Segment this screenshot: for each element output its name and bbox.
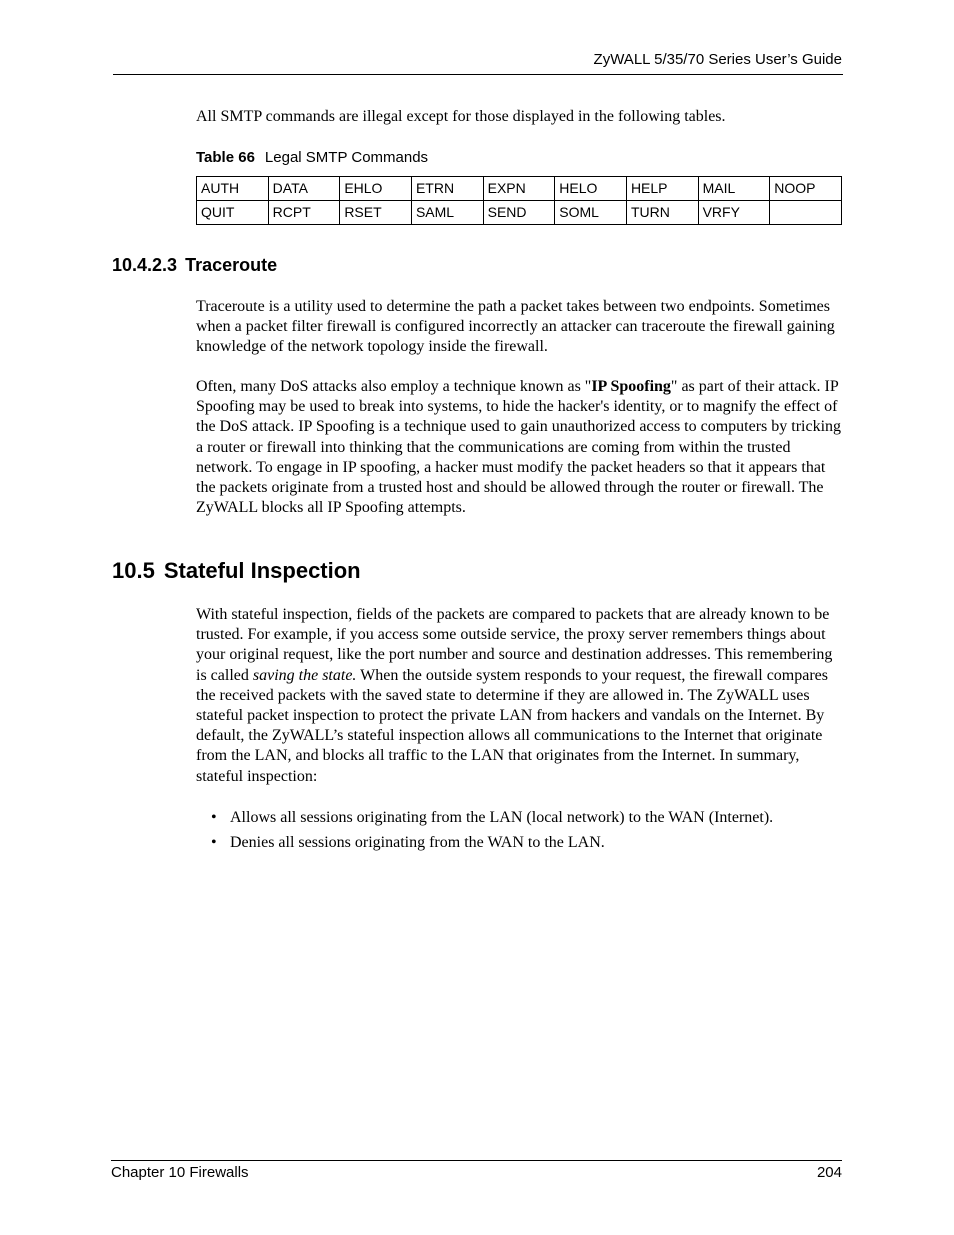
table-cell: EHLO [340,177,412,201]
stateful-inspection-heading [112,557,361,585]
table-caption [196,148,428,168]
traceroute-paragraph: Traceroute is a utility used to determine the path a packet takes between two endpoints. Sometimes when a packet filter firewall is configured incorrectly an attacker can traceroute the firewall gaining knowledge of the network topology inside the firewall. [196,298,835,356]
stateful-heading-title: Stateful Inspection [163,558,361,583]
ip-spoofing-text-after: " as part of their attack. IP Spoofing may be used to break into systems, to hide the hacker's identity, or to magnify the effect of the DoS attack. IP Spoofing is a technique used to gain unauthorized access to computers by tricking a router or firewall into thinking that the communications are coming from within the trusted network. To engage in IP spoofing, a hacker must modify the packet headers so that it appears that the packets originate from a trusted host and should be allowed through the router or firewall. The ZyWALL blocks all IP Spoofing attempts. [196,378,842,517]
table-row [197,177,842,201]
traceroute-heading [112,254,277,276]
list-item [196,808,842,828]
list-item [196,833,842,853]
table-cell: MAIL [698,177,770,201]
table-cell: QUIT [197,201,269,225]
bullet-icon: • [211,809,217,826]
table-cell: EXPN [483,177,555,201]
bullet-icon: • [211,834,217,851]
saving-the-state-term: saving the state. [252,666,357,684]
ip-spoofing-text-before: Often, many DoS attacks also employ a technique known as " [196,378,592,395]
guide-title: ZyWALL 5/35/70 Series User’s Guide [593,51,842,68]
stateful-heading-number: 10.5 [112,558,155,583]
table-cell: RCPT [268,201,340,225]
table-caption-title: Legal SMTP Commands [264,149,429,166]
stateful-text-before: With stateful inspection, fields of the packets are compared to packets that are already known to be trusted. For example, if you access some outside service, the proxy server remembers things about your original request, like the port number and source and destination addresses. This remembering is called [196,606,833,684]
table-cell: VRFY [698,201,770,225]
table-cell: SEND [483,201,555,225]
table-cell: SOML [555,201,627,225]
table-cell: RSET [340,201,412,225]
table-row [197,201,842,225]
table-cell: DATA [268,177,340,201]
stateful-inspection-paragraph [196,605,842,787]
traceroute-heading-number: 10.4.2.3 [112,255,178,275]
table-cell: AUTH [197,177,269,201]
traceroute-heading-title: Traceroute [185,255,278,275]
smtp-commands-table [196,176,842,225]
table-cell: SAML [411,201,483,225]
table-cell [770,201,842,225]
table-cell: HELO [555,177,627,201]
table-cell: NOOP [770,177,842,201]
stateful-bullet-list [196,808,842,858]
bullet-text: Denies all sessions originating from the WAN to the LAN. [230,834,605,851]
table-cell: TURN [626,201,698,225]
table-caption-label: Table 66 [196,149,255,166]
bullet-text: Allows all sessions originating from the LAN (local network) to the WAN (Internet). [230,809,774,826]
running-footer [111,1160,842,1185]
running-header [113,50,843,75]
page-number: 204 [816,1164,842,1181]
ip-spoofing-term: IP Spoofing [591,378,671,395]
ip-spoofing-paragraph [196,377,842,518]
intro-text: All SMTP commands are illegal except for those displayed in the following tables. [196,108,726,125]
table-cell: HELP [626,177,698,201]
footer-chapter: Chapter 10 Firewalls [111,1164,249,1181]
table-cell: ETRN [411,177,483,201]
stateful-text-after: When the outside system responds to your request, the firewall compares the received packets with the saved state to determine if they are allowed in. The ZyWALL uses stateful packet inspection to protect the private LAN from hackers and vandals on the Internet. By default, the ZyWALL’s stateful inspection allows all communications to the Internet that originate from the LAN, and blocks all traffic to the LAN that originates from the Internet. In summary, stateful inspection: [196,666,829,785]
